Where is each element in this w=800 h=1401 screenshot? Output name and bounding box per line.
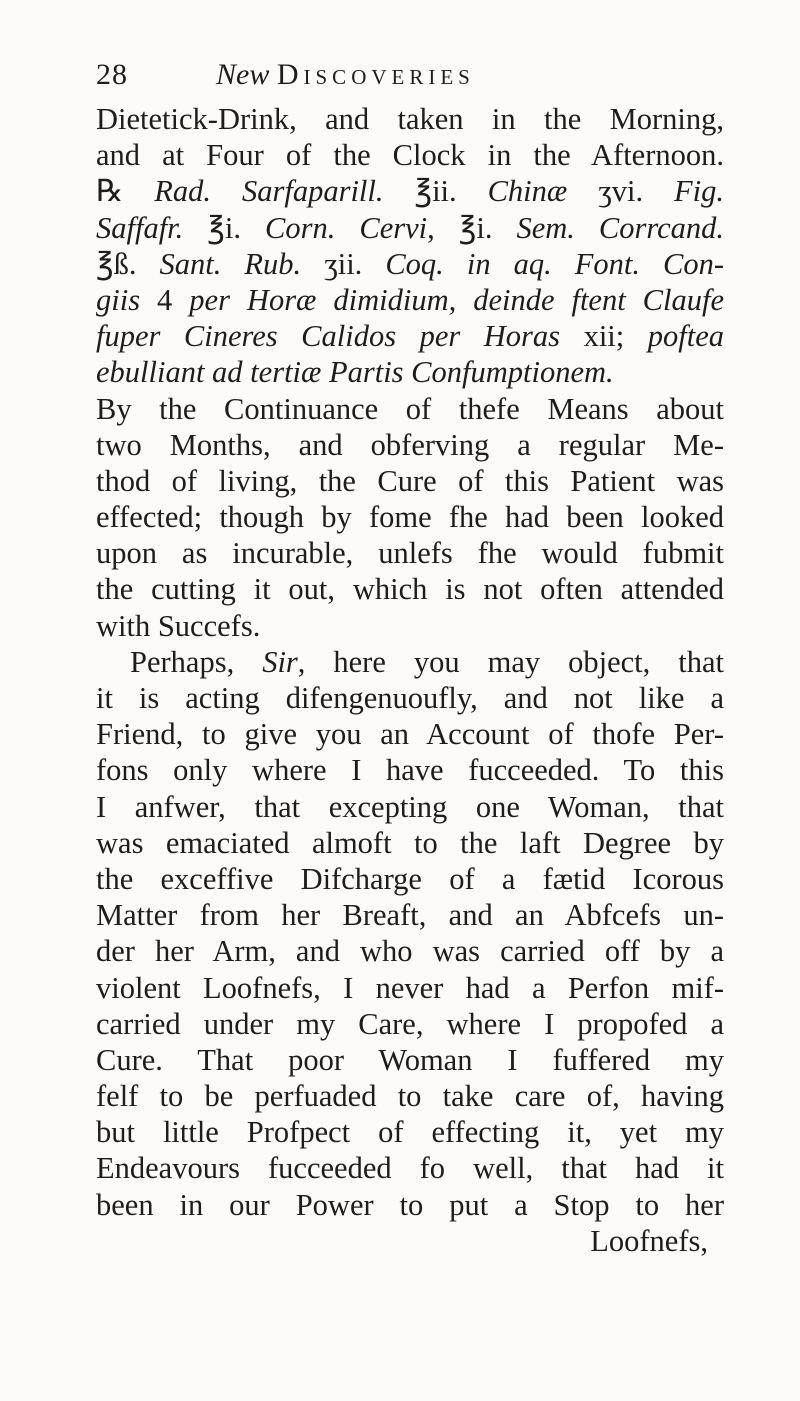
running-head (216, 58, 475, 92)
text-line (96, 789, 724, 825)
text-run: ℥i. (183, 210, 266, 245)
text-run: Endeavours fucceeded fo well, that had it (96, 1151, 724, 1186)
text-run: carried under my Care, where I propofed a (96, 1006, 724, 1041)
catchword (96, 1223, 724, 1259)
text-line (96, 463, 724, 499)
running-head-word-new: New (216, 58, 270, 91)
text-line (96, 608, 724, 644)
recipe-symbol: ℞ (96, 174, 155, 209)
text-run: Friend, to give you an Account of thofe Per- (96, 717, 724, 752)
text-line (96, 571, 724, 607)
text-line (96, 680, 724, 716)
text-line (96, 1078, 724, 1114)
text-line (96, 1042, 724, 1078)
text-line (96, 173, 724, 209)
text-line (96, 1006, 724, 1042)
text-line (96, 752, 724, 788)
text-run: der her Arm, and who was carried off by a (96, 934, 724, 969)
text-run-italic: giis (96, 282, 141, 317)
text-run-italic: Corn. Cervi (265, 210, 428, 245)
text-run: I anfwer, that excepting one Woman, that (96, 789, 724, 824)
text-line (96, 825, 724, 861)
text-run: ʒii. (301, 246, 386, 281)
text-run-italic: fuper Cineres Calidos per Horas (96, 319, 561, 354)
text-run-italic: Coq. in aq. Font. Con- (385, 246, 724, 281)
running-head-word-discoveries: Discoveries (276, 58, 475, 91)
text-run: felf to be perfuaded to take care of, having (96, 1079, 724, 1114)
text-run: ʒvi. (567, 174, 675, 209)
text-line (96, 391, 724, 427)
page-header (96, 58, 656, 98)
text-run-italic: Sir (262, 644, 298, 679)
text-run: Dietetick-Drink, and taken in the Morning, (96, 102, 724, 136)
text-run: ℥ii. (383, 174, 488, 209)
text-run-italic: per Horæ dimidium, deinde ftent Claufe (189, 282, 724, 317)
text-run: 4 (140, 282, 190, 317)
text-run-italic: Rad. Sarfaparill. (154, 174, 384, 209)
text-run: Perhaps, (130, 644, 263, 679)
text-run: Matter from her Breaft, and an Abfcefs un- (96, 898, 724, 933)
text-run: thod of living, the Cure of this Patient was (96, 463, 724, 498)
text-run-italic: Saffafr. (96, 210, 184, 245)
text-run-italic: Sem. Corrcand. (516, 210, 724, 245)
text-line (96, 897, 724, 933)
text-line (96, 1150, 724, 1186)
text-run: the cutting it out, which is not often attended (96, 572, 724, 607)
body-text (96, 101, 724, 1259)
text-run-italic: Chinæ (487, 174, 568, 209)
text-line (96, 282, 724, 318)
text-run: Loofnefs, (590, 1223, 708, 1258)
text-line (96, 933, 724, 969)
text-run: fons only where I have fucceeded. To this (96, 753, 724, 788)
text-line (96, 318, 724, 354)
text-run: xii; (560, 319, 648, 354)
text-run: been in our Power to put a Stop to her (96, 1187, 724, 1222)
text-run-italic: Sant. Rub. (159, 246, 302, 281)
text-line (96, 1114, 724, 1150)
text-run: effected; though by fome fhe had been looked (96, 500, 724, 535)
text-line (96, 499, 724, 535)
text-run: violent Loofnefs, I never had a Perfon mif- (96, 970, 724, 1005)
text-line (96, 861, 724, 897)
text-line (96, 354, 724, 390)
text-run: was emaciated almoft to the laft Degree by (96, 825, 724, 860)
text-run: , ℥i. (427, 210, 517, 245)
text-run-italic: ebulliant ad tertiæ Partis Confumptionem. (96, 355, 614, 390)
text-run: ℥ß. (96, 246, 160, 281)
text-line (96, 246, 724, 282)
text-run-italic: poftea (647, 319, 725, 354)
text-line (96, 535, 724, 571)
text-run-italic: Fig. (674, 174, 725, 209)
text-line (96, 101, 724, 137)
text-run: Cure. That poor Woman I fuffered my (96, 1042, 724, 1077)
text-run: upon as incurable, unlefs fhe would fubmit (96, 536, 724, 571)
text-run: it is acting difengenuoufly, and not like a (96, 681, 724, 715)
text-line (96, 210, 724, 246)
text-line (96, 427, 724, 463)
text-run: , here you may object, that (297, 644, 724, 679)
text-run: and at Four of the Clock in the Afternoon. (96, 138, 724, 173)
text-run: By the Continuance of thefe Means about (96, 391, 724, 426)
text-line (96, 716, 724, 752)
text-run: the exceffive Difcharge of a fætid Icorous (96, 861, 724, 896)
text-line (96, 644, 724, 680)
text-run: two Months, and obferving a regular Me- (96, 427, 724, 462)
text-line (96, 137, 724, 173)
page-number: 28 (96, 58, 128, 91)
text-run: but little Profpect of effecting it, yet my (96, 1115, 724, 1150)
text-run: with Succefs. (96, 608, 261, 643)
text-line (96, 1187, 724, 1223)
text-line (96, 970, 724, 1006)
